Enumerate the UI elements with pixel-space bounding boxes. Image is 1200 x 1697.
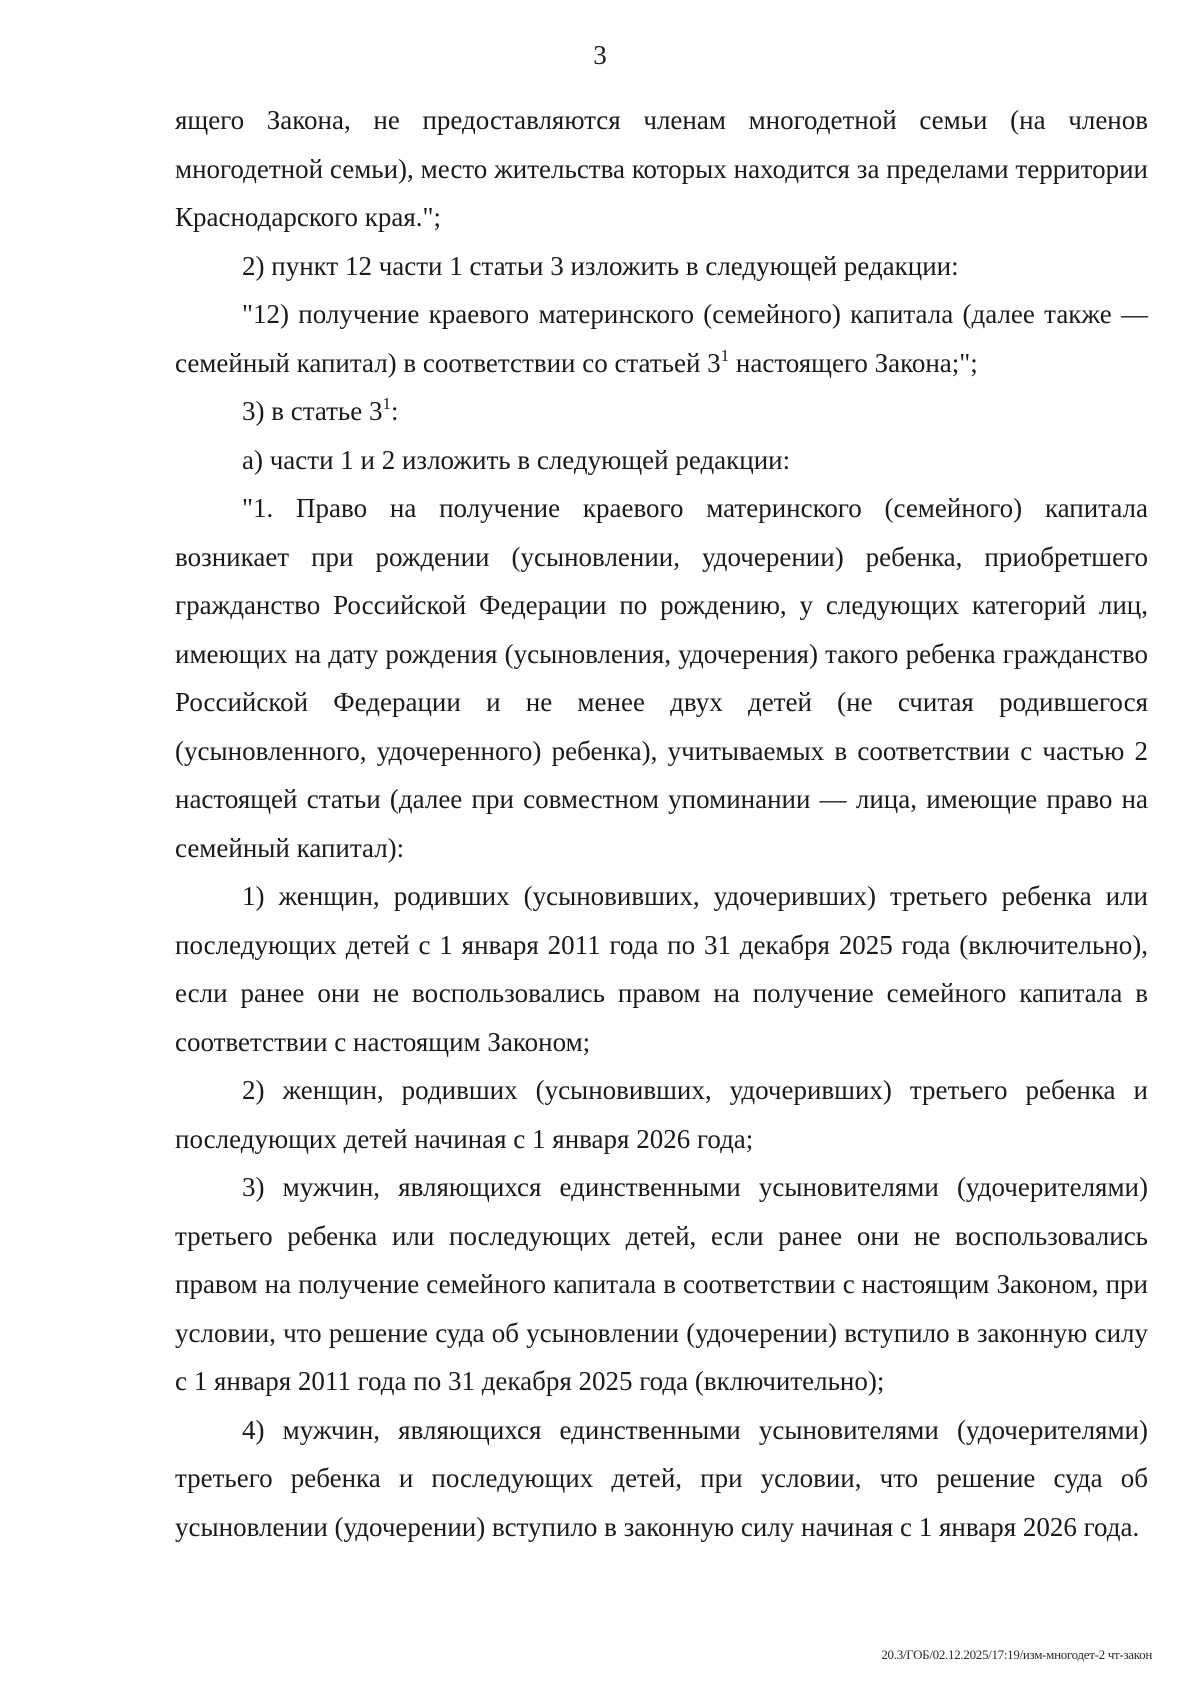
paragraph-item-12-text — [175, 290, 1148, 387]
document-body — [175, 96, 1148, 1551]
list-item-3: 3) мужчин, являющихся единственными усыновителями (удочерителями) третьего ребенка или последующих детей, если ранее они не воспользовались правом на получение семейного капитала в соответствии с настоящим Законом, при условии, что решение суда об усыновлении (удочерении) вступило в законную силу с 1 января 2011 года по 31 декабря 2025 года (включительно); — [175, 1172, 1148, 1396]
paragraph-item-2: 2) пункт 12 части 1 статьи 3 изложить в следующей редакции: — [242, 250, 959, 281]
paragraph-item-3-after: : — [390, 396, 399, 426]
article-superscript: 1 — [382, 394, 391, 413]
paragraph-item-12-before: "12) получение краевого материнского (семейного) капитала (далее также — семейный капитал) в соответствии со статьей 3 — [175, 299, 1148, 378]
list-item-4: 4) мужчин, являющихся единственными усыновителями (удочерителями) третьего ребенка и последующих детей, при условии, что решение суда об усыновлении (удочерении) вступило в законную силу начиная с 1 января 2026 года. — [175, 1414, 1148, 1542]
paragraph-item-12-after: настоящего Закона;"; — [729, 347, 978, 378]
page-number: 3 — [593, 40, 607, 70]
document-code: 20.3/ГОБ/02.12.2025/17:19/изм-многодет-2 чт-закон — [881, 1647, 1152, 1662]
paragraph-item-3 — [175, 387, 1148, 436]
list-item-1: 1) женщин, родивших (усыновивших, удочеривших) третьего ребенка или последующих детей с 1 января 2011 года по 31 декабря 2025 года (включительно), если ранее они не воспользовались правом на получение семейного капитала в соответствии с настоящим Законом; — [175, 881, 1148, 1057]
paragraph-item-3-before: 3) в статье 3 — [242, 396, 383, 426]
paragraph-part-1: "1. Право на получение краевого материнского (семейного) капитала возникает при рождении (усыновлении, удочерении) ребенка, приобретшего гражданство Российской Федерации по рождению, у следующих категорий лиц, имеющих на дату рождения (усыновления, удочерения) такого ребенка гражданство Российской Федерации и не менее двух детей (не считая родившегося (усыновленного, удочеренного) ребенка), учитываемых в соответствии с частью 2 настоящей статьи (далее при совместном упоминании — лица, имеющие право на семейный капитал): — [175, 493, 1148, 863]
paragraph-subitem-a: а) части 1 и 2 изложить в следующей редакции: — [242, 444, 791, 475]
paragraph-continuation: ящего Закона, не предоставляются членам многодетной семьи (на членов многодетной семьи), место жительства которых находится за пределами территории Краснодарского края."; — [175, 105, 1148, 232]
article-superscript: 1 — [720, 345, 730, 365]
list-item-2: 2) женщин, родивших (усыновивших, удочеривших) третьего ребенка и последующих детей начиная с 1 января 2026 года; — [175, 1075, 1148, 1154]
